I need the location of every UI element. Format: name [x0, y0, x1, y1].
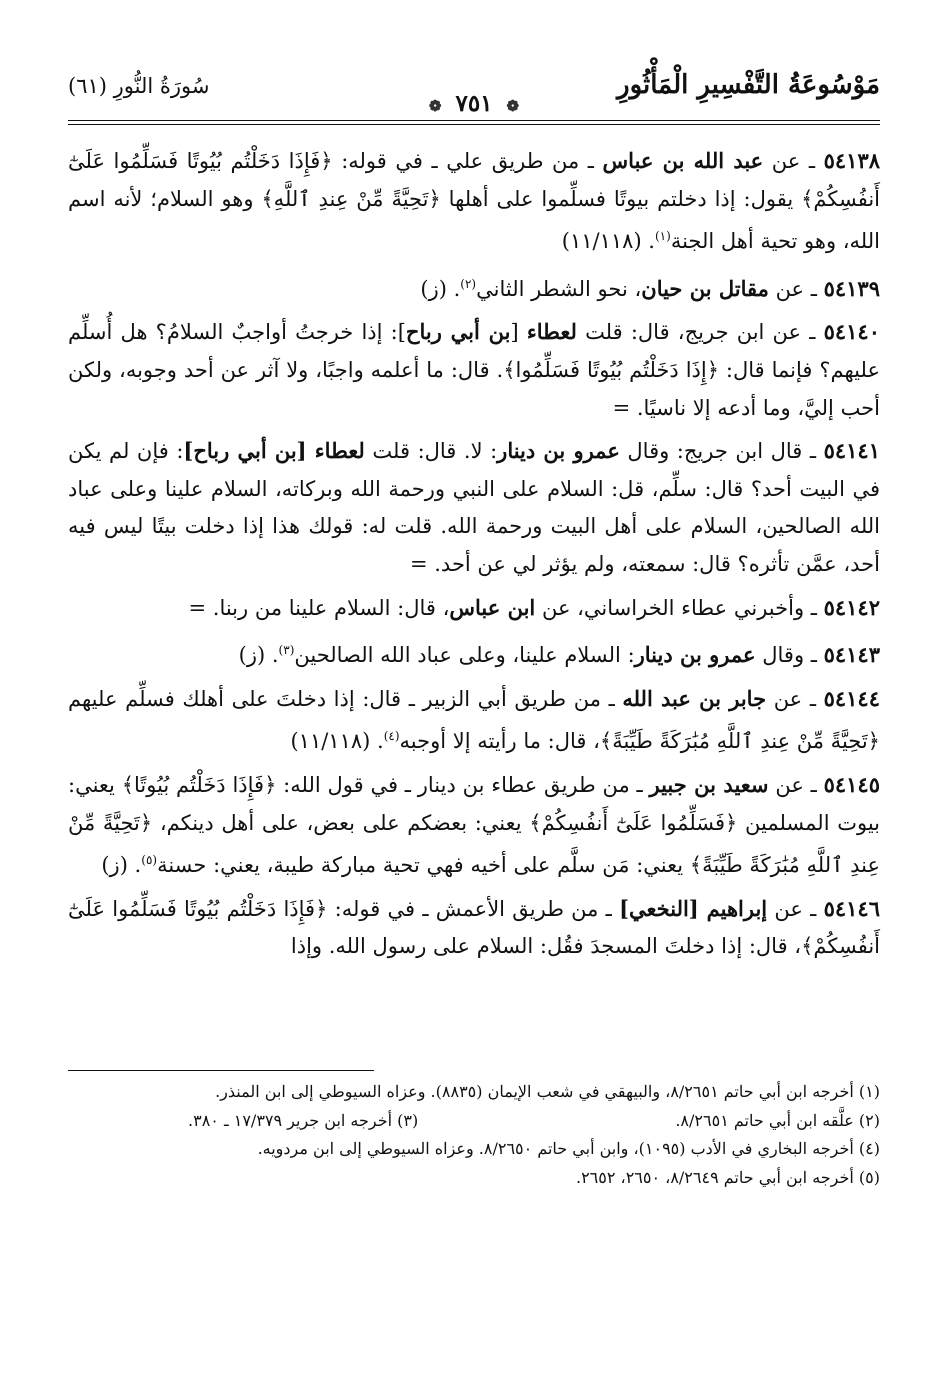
narration-text: يعني: بيوت المسلمين — [68, 772, 880, 835]
ornament-icon: ❁ — [428, 97, 442, 115]
narration-text: . (ز) — [420, 276, 461, 301]
narration-text: وهو السلام؛ لأنه اسم الله، وهو تحية أهل الجنة — [68, 186, 880, 254]
narrations-body — [68, 142, 880, 971]
narration-text: ، قال: السلام علينا من ربنا. = — [188, 595, 450, 620]
narration-text: ـ عن — [767, 896, 824, 921]
book-title: مَوْسُوعَةُ التَّفْسِيرِ الْمَأْثُورِ — [617, 70, 880, 100]
footnote-1: (١) أخرجه ابن أبي حاتم ٨/٢٦٥١، والبيهقي في شعب الإيمان (٨٨٣٥). وعزاه السيوطي إلى ابن المنذر. — [215, 1082, 880, 1101]
narrator-name: عبد الله بن عباس — [602, 148, 764, 173]
narration-number: ٥٤١٤٦ — [823, 895, 880, 921]
quran-quote: ﴿تَحِيَّةً مِّنْ عِندِ ٱللَّهِ مُبَٰرَكَةً طَيِّبَةً﴾ — [68, 810, 880, 878]
narration-entry — [68, 680, 880, 761]
narration-number: ٥٤١٣٩ — [823, 275, 880, 301]
footnote-row — [68, 1107, 880, 1136]
narration-entry — [68, 766, 880, 885]
narration-number: ٥٤١٤٢ — [823, 594, 880, 620]
narration-text: ـ عن — [763, 149, 824, 173]
ornament-icon: ❁ — [506, 97, 520, 115]
running-header — [68, 60, 880, 116]
narration-text: . (ز) — [238, 643, 279, 668]
quran-quote: ﴿تَحِيَّةً مِّنْ عِندِ ٱللَّهِ مُبَٰرَكَةً طَيِّبَةً﴾ — [599, 729, 880, 754]
narration-text: ـ عن — [766, 686, 824, 711]
narration-entry — [68, 632, 880, 675]
narrator-name: مقاتل بن حيان — [641, 275, 769, 301]
narration-text: : فإن لم يكن في البيت أحد؟ قال: سلِّم، قل: السلام على النبي ورحمة الله وبركاته، السلام علينا وعلى عباد الله الصالحين، السلام على أهل البيت ورحمة الله. قلت له: قولك هذا إذا دخلت بيتًا ليس فيه أحد، عمَّن تأثره؟ قال: سمعته، ولم يؤثر لي عن أحد. = — [68, 439, 880, 576]
narration-entry — [68, 589, 880, 628]
narration-text: : لا. قال: قلت — [364, 439, 498, 464]
narration-text: . (١١/١١٨) — [290, 729, 384, 754]
page-number-block — [68, 90, 880, 117]
narrator-name: جابر بن عبد الله — [622, 685, 767, 711]
narration-text: يعني: بعضكم على بعض، على أهل دينكم، — [152, 810, 530, 835]
narration-text: ـ من طريق علي ـ في قوله: — [332, 149, 603, 173]
quran-quote: ﴿إِذَا دَخَلْتُم بُيُوتًا فَسَلِّمُوا﴾ — [503, 357, 720, 382]
narration-entry — [68, 142, 880, 261]
quran-quote: ﴿فَسَلِّمُوا عَلَىٰٓ أَنفُسِكُمْ﴾ — [529, 810, 738, 835]
footnote-2: (٢) علَّقه ابن أبي حاتم ٨/٢٦٥١. — [675, 1110, 880, 1130]
narration-text: يقول: إذا دخلتم بيوتًا فسلِّموا على أهلها — [440, 186, 802, 211]
narration-text: ـ عن ابن جريج، قال: قلت — [576, 320, 824, 345]
footnote-ref: (٢) — [460, 276, 477, 291]
narration-text: ـ وقال — [755, 643, 824, 668]
quran-quote: ﴿فَإِذَا دَخَلْتُم بُيُوتًا﴾ — [121, 772, 277, 797]
footnote-ref: (٤) — [383, 729, 400, 744]
quran-quote: ﴿تَحِيَّةً مِّنْ عِندِ ٱللَّهِ﴾ — [261, 186, 441, 211]
footnote-3: (٣) أخرجه ابن جرير ١٧/٣٧٩ ـ ٣٨٠. — [188, 1110, 419, 1130]
narration-text: ، نحو الشطر الثاني — [476, 276, 642, 301]
narration-number: ٥٤١٤٤ — [823, 685, 880, 711]
narration-text: ـ من طريق عطاء بن دينار ـ في قول الله: — [276, 772, 650, 797]
narration-number: ٥٤١٤٠ — [823, 319, 880, 345]
narration-text: ـ عن — [768, 276, 824, 301]
narration-text: ـ من طريق الأعمش ـ في قوله: — [327, 896, 620, 921]
footnotes — [68, 1078, 880, 1192]
narration-text: . (ز) — [101, 853, 142, 878]
narration-text: : السلام علينا، وعلى عباد الله الصالحين — [294, 643, 635, 668]
footnote-4: (٤) أخرجه البخاري في الأدب (١٠٩٥)، وابن أبي حاتم ٨/٢٦٥٠. وعزاه السيوطي إلى ابن مردويه. — [257, 1139, 880, 1158]
narration-text: ـ من طريق أبي الزبير ـ قال: إذا دخلتَ على أهلك فسلِّم عليهم — [68, 686, 623, 711]
narrator-name: سعيد بن جبير — [649, 771, 769, 797]
narration-text: يعني: مَن سلَّم على أخيه فهي تحية مباركة طيبة، يعني: حسنة — [157, 853, 690, 878]
narration-text: ـ قال ابن جريج: وقال — [619, 439, 824, 464]
header-rule — [68, 124, 880, 125]
footnote-ref: (٥) — [141, 853, 158, 868]
narration-number: ٥٤١٤٣ — [823, 642, 880, 668]
quran-quote: ﴿فَإِذَا دَخَلْتُم بُيُوتًا فَسَلِّمُوا عَلَىٰٓ أَنفُسِكُمْ﴾ — [68, 149, 880, 211]
narration-text: ـ عن — [768, 772, 824, 797]
narrator-name: ابن عباس — [449, 594, 536, 620]
narrator-name: بن أبي رباح — [405, 319, 511, 345]
narration-entry — [68, 266, 880, 309]
narrator-name: عمرو بن دينار — [634, 642, 756, 668]
narrator-name: لعطاء [بن أبي رباح] — [183, 438, 365, 464]
surah-title: سُورَةُ النُّورِ (٦١) — [68, 74, 210, 98]
narration-number: ٥٤١٣٨ — [823, 148, 881, 173]
footnote-ref: (١) — [654, 229, 671, 244]
narrator-name: لعطاء — [526, 319, 577, 345]
footnote-ref: (٣) — [278, 643, 295, 658]
narration-text: ، قال: ما رأيته إلا أوجبه — [399, 729, 600, 754]
narration-text: . قال: ما أعلمه واجبًا، ولا آثر عن أحد وجوبه، ولكن أحب إليَّ، وما أدعه إلا ناسيًا. = — [68, 357, 880, 420]
narration-text: . (١١/١١٨) — [561, 229, 655, 254]
narration-entry — [68, 890, 880, 966]
footnote-separator — [68, 1070, 374, 1071]
footnote-5: (٥) أخرجه ابن أبي حاتم ٨/٢٦٤٩، ٢٦٥٠، ٢٦٥٢. — [575, 1167, 880, 1187]
document-page — [68, 60, 881, 1187]
narration-entry — [68, 313, 880, 427]
narration-text: [ — [510, 320, 527, 345]
narrator-name: إبراهيم [النخعي] — [619, 895, 768, 921]
narration-text: ـ وأخبرني عطاء الخراساني، عن — [535, 595, 824, 620]
narration-number: ٥٤١٤١ — [823, 438, 880, 464]
page-number: ٧٥١ — [455, 90, 493, 117]
narration-number: ٥٤١٤٥ — [823, 771, 880, 797]
quran-quote: ﴿فَإِذَا دَخَلْتُم بُيُوتًا فَسَلِّمُوا عَلَىٰٓ أَنفُسِكُمْ﴾ — [68, 896, 880, 959]
narration-entry — [68, 432, 880, 583]
header-rule — [68, 120, 880, 121]
narrator-name: عمرو بن دينار — [497, 438, 620, 464]
narration-text: ، قال: إذا دخلتَ المسجدَ فقُل: السلام على رسول الله. وإذا — [290, 934, 802, 959]
narration-text: ]: إذا خرجتُ أواجبٌ السلامُ؟ هل أُسلِّم عليهم؟ فإنما قال: — [68, 320, 880, 382]
